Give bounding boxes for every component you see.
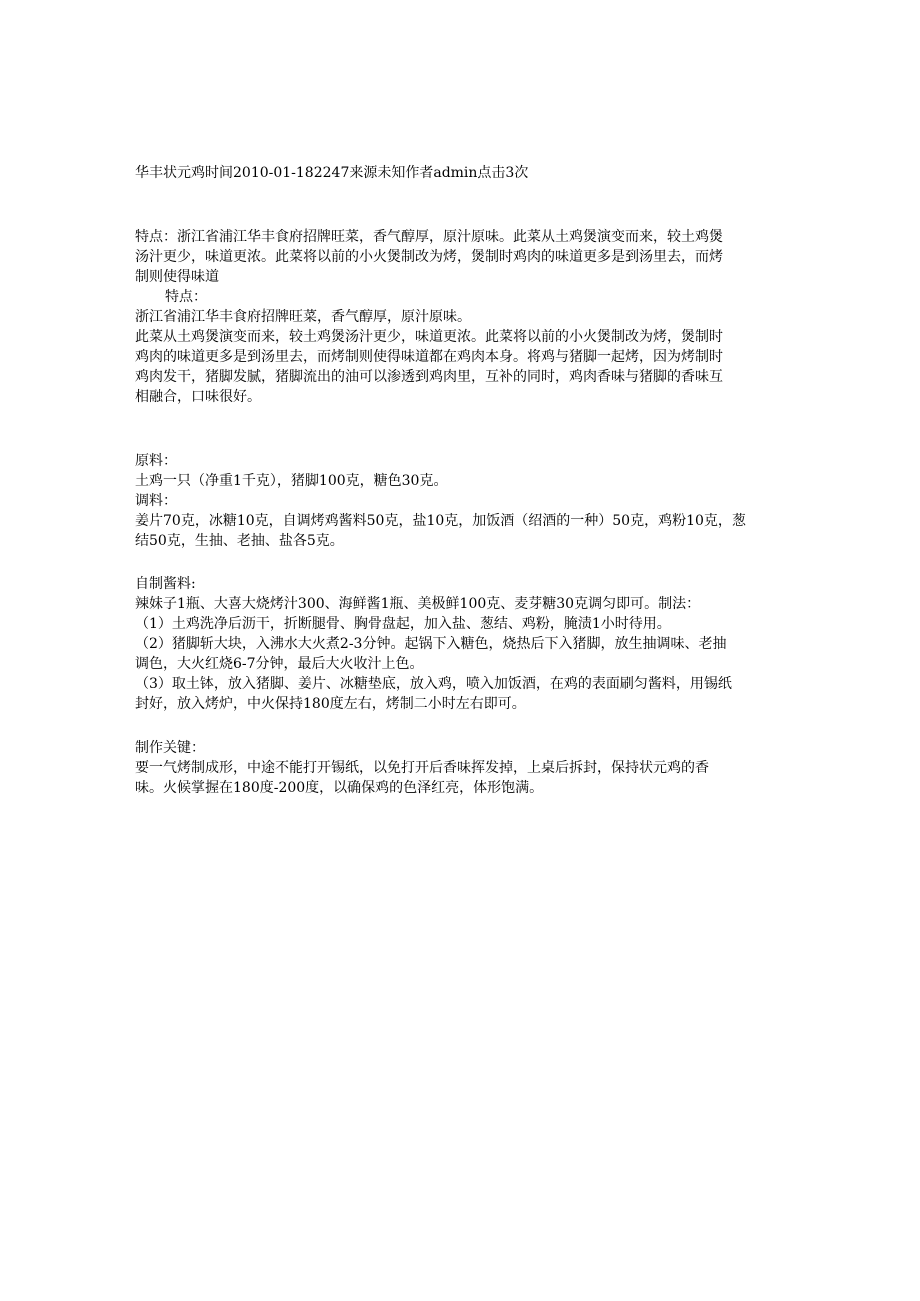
sauce-text: 辣妹子1瓶、大喜大烧烤汁300、海鲜酱1瓶、美极鲜100克、麦芽糖30克调匀即可。制法： — [135, 596, 701, 612]
key-line-2: 味。火候掌握在180度-200度，以确保鸡的色泽红亮，体形饱满。 — [135, 780, 544, 796]
features-body-line-4: 相融合，口味很好。 — [135, 389, 261, 405]
key-heading: 制作关键： — [135, 740, 205, 756]
step-2-line-2: 调色，大火红烧6-7分钟，最后大火收汁上色。 — [135, 656, 424, 672]
sauce-heading: 自制酱料: — [135, 576, 196, 592]
features-summary: 浙江省浦江华丰食府招牌旺菜，香气醇厚，原汁原味。 — [135, 309, 471, 325]
intro-line-1: 特点：浙江省浦江华丰食府招牌旺菜，香气醇厚，原汁原味。此菜从土鸡煲演变而来，较土鸡煲 — [135, 229, 723, 245]
step-3-line-2: 封好，放入烤炉，中火保持180度左右，烤制二小时左右即可。 — [135, 696, 526, 712]
ingredients-heading: 原料： — [135, 453, 177, 469]
seasoning-heading: 调料： — [135, 493, 177, 509]
key-line-1: 要一气烤制成形，中途不能打开锡纸，以免打开后香味挥发掉，上桌后拆封，保持状元鸡的香 — [135, 760, 709, 776]
intro-line-3: 制则使得味道 — [135, 269, 219, 285]
intro-line-2: 汤汁更少，味道更浓。此菜将以前的小火煲制改为烤，煲制时鸡肉的味道更多是到汤里去，而烤 — [135, 249, 723, 265]
seasoning-line-2: 结50克，生抽、老抽、盐各5克。 — [135, 533, 344, 549]
document-title: 华丰状元鸡时间2010-01-182247来源未知作者admin点击3次 — [135, 165, 529, 181]
features-heading: 特点： — [165, 289, 207, 305]
step-1: （1）土鸡洗净后沥干，折断腿骨、胸骨盘起，加入盐、葱结、鸡粉，腌渍1小时待用。 — [135, 616, 671, 632]
seasoning-line-1: 姜片70克，冰糖10克，自调烤鸡酱料50克，盐10克，加饭酒（绍酒的一种）50克，鸡粉10克，葱 — [135, 513, 746, 529]
ingredients-text: 土鸡一只（净重1千克），猪脚100克，糖色30克。 — [135, 473, 448, 489]
step-3-line-1: （3）取土钵，放入猪脚、姜片、冰糖垫底，放入鸡，喷入加饭酒，在鸡的表面刷匀酱料，用锡纸 — [135, 676, 732, 692]
features-body-line-3: 鸡肉发干，猪脚发腻，猪脚流出的油可以渗透到鸡肉里，互补的同时，鸡肉香味与猪脚的香味互 — [135, 369, 723, 385]
step-2-line-1: （2）猪脚斩大块，入沸水大火煮2-3分钟。起锅下入糖色，烧热后下入猪脚，放生抽调味、老抽 — [135, 636, 727, 652]
features-body-line-1: 此菜从土鸡煲演变而来，较土鸡煲汤汁更少，味道更浓。此菜将以前的小火煲制改为烤，煲制时 — [135, 329, 723, 345]
features-body-line-2: 鸡肉的味道更多是到汤里去，而烤制则使得味道都在鸡肉本身。将鸡与猪脚一起烤，因为烤制时 — [135, 349, 723, 365]
